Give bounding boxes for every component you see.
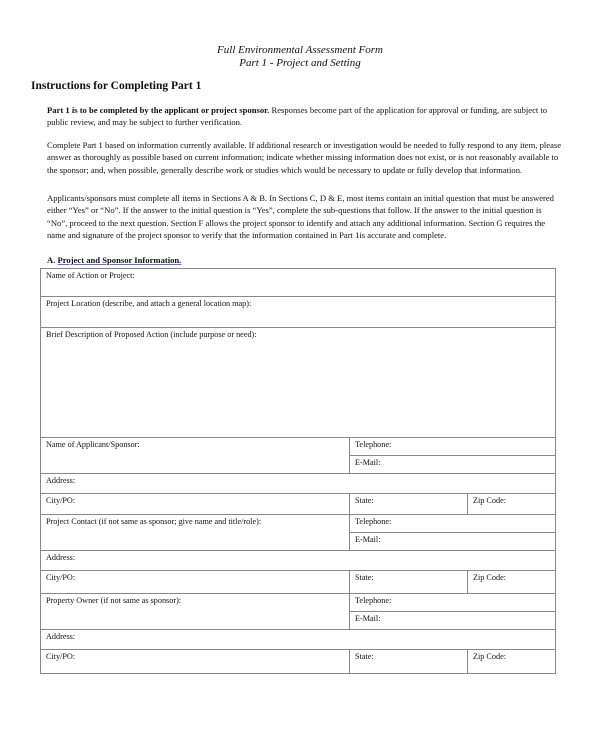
owner-email-field[interactable]: E-Mail: bbox=[350, 612, 556, 630]
applicant-city-field[interactable]: City/PO: bbox=[41, 494, 350, 515]
owner-city-field[interactable]: City/PO: bbox=[41, 650, 350, 674]
section-a-title: Project and Sponsor Information. bbox=[57, 255, 182, 265]
contact-telephone-field[interactable]: Telephone: bbox=[350, 515, 556, 533]
owner-name-field[interactable]: Property Owner (if not same as sponsor): bbox=[41, 594, 350, 630]
p1-bold: Part 1 is to be completed by the applicant or project sponsor. bbox=[47, 105, 270, 115]
section-a-prefix: A. bbox=[47, 255, 58, 265]
contact-city-field[interactable]: City/PO: bbox=[41, 571, 350, 594]
applicant-email-field[interactable]: E-Mail: bbox=[350, 456, 556, 474]
description-field[interactable]: Brief Description of Proposed Action (include purpose or need): bbox=[41, 328, 556, 438]
owner-state-field[interactable]: State: bbox=[350, 650, 468, 674]
instructions-heading: Instructions for Completing Part 1 bbox=[31, 80, 202, 92]
instructions-paragraph-2: Complete Part 1 based on information currently available. If additional research or investigation would be needed to fully respond to any item, please answer as thoroughly as possible based on current information; indicate whether missing information does not exist, or is not reasonably available to the sponsor; and, when possible, generally describe work or studies which would be necessary to update or fully develop that information. bbox=[47, 140, 562, 175]
instructions-paragraph-1 bbox=[47, 104, 562, 129]
applicant-zip-field[interactable]: Zip Code: bbox=[468, 494, 556, 515]
contact-address-field[interactable]: Address: bbox=[41, 551, 556, 571]
section-a-heading bbox=[47, 255, 181, 265]
contact-email-field[interactable]: E-Mail: bbox=[350, 533, 556, 551]
applicant-name-field[interactable]: Name of Applicant/Sponsor: bbox=[41, 438, 350, 474]
applicant-address-field[interactable]: Address: bbox=[41, 474, 556, 494]
p1-rest: Responses become part of the application for approval or funding, are subject to public review, and may be subject to further verification. bbox=[47, 105, 548, 128]
owner-telephone-field[interactable]: Telephone: bbox=[350, 594, 556, 612]
instructions-paragraph-3: Applicants/sponsors must complete all items in Sections A & B. In Sections C, D & E, most items contain an initial question that must be answered either “Yes” or “No”. If the answer to the initial question is “Yes”, complete the sub-questions that follow. If the answer to the initial question is “No”, proceed to the next question. Section F allows the project sponsor to identify and attach any additional information. Section G requires the name and signature of the project sponsor to verify that the information contained in Part 1is accurate and complete. bbox=[47, 193, 554, 241]
name-of-action-field[interactable]: Name of Action or Project: bbox=[41, 269, 556, 297]
applicant-state-field[interactable]: State: bbox=[350, 494, 468, 515]
form-subtitle: Part 1 - Project and Setting bbox=[239, 57, 361, 69]
contact-zip-field[interactable]: Zip Code: bbox=[468, 571, 556, 594]
form-title: Full Environmental Assessment Form bbox=[217, 44, 383, 56]
contact-state-field[interactable]: State: bbox=[350, 571, 468, 594]
project-sponsor-table bbox=[40, 268, 556, 674]
owner-address-field[interactable]: Address: bbox=[41, 630, 556, 650]
owner-zip-field[interactable]: Zip Code: bbox=[468, 650, 556, 674]
contact-name-field[interactable]: Project Contact (if not same as sponsor; give name and title/role): bbox=[41, 515, 350, 551]
project-location-field[interactable]: Project Location (describe, and attach a general location map): bbox=[41, 297, 556, 328]
applicant-telephone-field[interactable]: Telephone: bbox=[350, 438, 556, 456]
